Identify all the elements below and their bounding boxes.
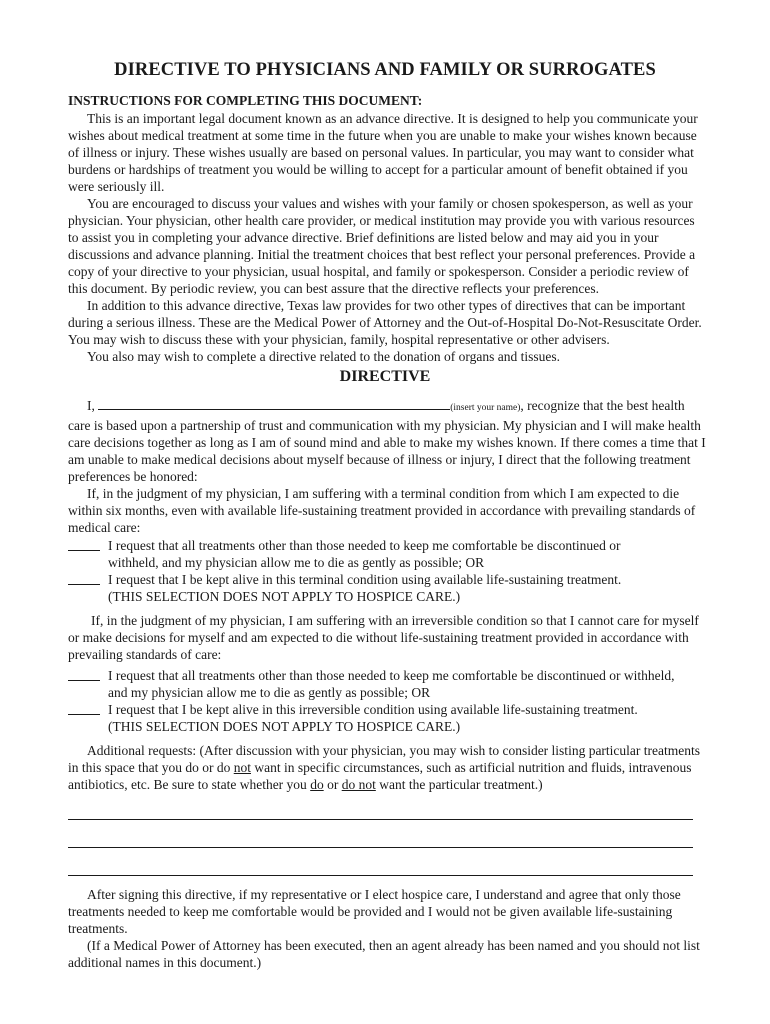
directive-intro-section [68,397,708,536]
additional-text-a: Additional requests: (After discussion with your physician, you may wish to consider listing particular treatments in this space that you do or do [68,743,701,775]
additional-do-not-underlined: do not [341,777,376,792]
terminal-condition-intro: If, in the judgment of my physician, I am suffering with a terminal condition from which I am expected to die within six months, even with available life-sustaining treatment provided in accordance with prevailing standards of medical care: [68,486,696,535]
terminal-choice-2-initial-line[interactable] [68,584,100,585]
instructions-paragraph-3: In addition to this advance directive, Texas law provides for two other types of directives that can be important during a serious illness. These are the Medical Power of Attorney and the Out-of-Hospital Do-Not-Resuscitate Order. You may wish to discuss these with your physician, family, hospital representative or other advisers. [68,298,702,347]
document-title: DIRECTIVE TO PHYSICIANS AND FAMILY OR SURROGATES [114,60,656,80]
additional-requests-line-1[interactable] [68,819,693,820]
hospice-section [68,886,708,971]
directive-heading: DIRECTIVE [339,368,431,385]
instructions-section [68,110,708,365]
irreversible-choice-1-text-b: and my physician allow me to die as gently as possible; OR [108,685,431,700]
additional-not-underlined: not [233,760,251,775]
terminal-hospice-note: (THIS SELECTION DOES NOT APPLY TO HOSPICE CARE.) [108,589,461,604]
terminal-choice-2 [68,571,708,605]
name-hint: (insert your name) [450,403,521,413]
terminal-choice-2-text: I request that I be kept alive in this terminal condition using available life-sustaining treatment. [108,572,622,587]
additional-requests-section [68,742,708,793]
irreversible-intro-section [68,612,708,663]
irreversible-choice-1-text-a: I request that all treatments other than those needed to keep me comfortable be discontinued or withheld, [108,668,675,683]
terminal-choice-1-text-a: I request that all treatments other than those needed to keep me comfortable be discontinued or [108,538,621,553]
directive-intro-paragraph [68,397,708,485]
irreversible-choice-2 [68,701,708,735]
instructions-paragraph-4: You also may wish to complete a directive related to the donation of organs and tissues. [87,349,561,364]
name-field[interactable] [98,398,450,410]
instructions-heading: INSTRUCTIONS FOR COMPLETING THIS DOCUMENT: [68,93,423,108]
irreversible-hospice-note: (THIS SELECTION DOES NOT APPLY TO HOSPICE CARE.) [108,719,461,734]
terminal-choice-1-text-b: withheld, and my physician allow me to die as gently as possible; OR [108,555,485,570]
i-prefix: I, [87,398,95,413]
irreversible-choice-2-text: I request that I be kept alive in this irreversible condition using available life-sustaining treatment. [108,702,638,717]
additional-do-underlined: do [310,777,324,792]
hospice-paragraph: After signing this directive, if my representative or I elect hospice care, I understand and agree that only those treatments needed to keep me comfortable would be provided and I would not be given available life-sustaining treatments. [68,887,681,936]
medical-power-of-attorney-paragraph: (If a Medical Power of Attorney has been executed, then an agent already has been named and you should not list additional names in this document.) [68,938,700,970]
terminal-choice-1-initial-line[interactable] [68,550,100,551]
additional-text-c: want the particular treatment.) [375,777,543,792]
instructions-paragraph-2: You are encouraged to discuss your values and wishes with your family or chosen spokesperson, as well as your physician. Your physician, other health care provider, or medical institution may provide you with various resources to assist you in completing your advance directive. Brief definitions are listed below and may aid you in your discussions and advance planning. Initial the treatment choices that best reflect your personal preferences. Provide a copy of your directive to your physician, usual hospital, and family or spokesperson. Consider a periodic review of this document. By periodic review, you can best assure that the directive reflects your preferences. [68,196,696,296]
additional-or-text: or [323,777,342,792]
additional-requests-line-3[interactable] [68,875,693,876]
additional-requests-paragraph [68,742,708,793]
irreversible-choice-1-initial-line[interactable] [68,680,100,681]
instructions-paragraph-1: This is an important legal document known as an advance directive. It is designed to help you communicate your wishes about medical treatment at some time in the future when you are unable to make your wishes known because of illness or injury. These wishes usually are based on personal values. In particular, you may want to consider what burdens or hardships of treatment you would be willing to accept for a particular amount of benefit obtained if you were seriously ill. [68,111,698,194]
irreversible-condition-intro: If, in the judgment of my physician, I am suffering with an irreversible condition so that I cannot care for myself or make decisions for myself and am expected to die without life-sustaining treatment provided in accordance with prevailing standards of care: [68,613,699,662]
additional-requests-line-2[interactable] [68,847,693,848]
irreversible-choice-2-initial-line[interactable] [68,714,100,715]
additional-text-b: want in specific circumstances, such as artificial nutrition and fluids, intravenous antibiotics, etc. Be sure to state whether you [68,760,692,792]
terminal-choice-1 [68,537,708,571]
irreversible-choice-1 [68,667,708,701]
directive-intro-rest: , recognize that the best health care is based upon a partnership of trust and communication with my physician. My physician and I will make health care decisions together as long as I am of sound mind and able to make my wishes known. If there comes a time that I am unable to make medical decisions about myself because of illness or injury, I direct that the following treatment preferences be honored: [68,398,706,484]
